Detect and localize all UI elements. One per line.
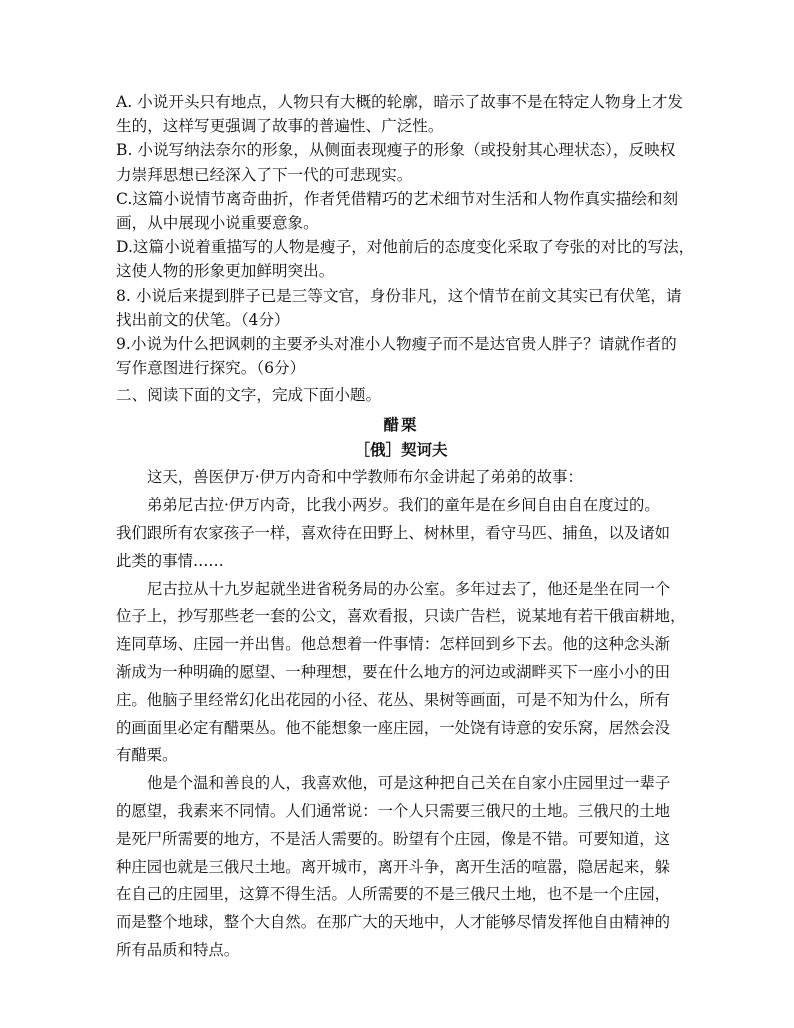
text-line: 力崇拜思想已经深入了下一代的可悲现实。 bbox=[116, 165, 413, 184]
section-heading: 二、阅读下面的文字，完成下面小题。 bbox=[116, 386, 382, 405]
text-line: 画，从中展现小说重要意象。 bbox=[116, 214, 319, 233]
text-line: 这天，兽医伊万·伊万内奇和中学教师布尔金讲起了弟弟的故事： bbox=[147, 468, 583, 487]
text-line: 此类的事情…… bbox=[116, 551, 224, 570]
text-line: D.这篇小说着重描写的人物是瘦子，对他前后的态度变化采取了夸张的对比的写法， bbox=[116, 238, 695, 257]
question-8-cont: 找出前文的伏笔。（4分） bbox=[116, 310, 290, 329]
text-line: 的画面里必定有醋栗丛。他不能想象一座庄园，一处饶有诗意的安乐窝，居然会没 bbox=[116, 718, 671, 737]
text-line: 连同草场、庄园一并出售。他总想着一件事情：怎样回到乡下去。他的这种念头渐 bbox=[116, 635, 671, 654]
question-9-cont: 写作意图进行探究。（6分） bbox=[116, 359, 306, 378]
question-9: 9.小说为什么把讽刺的主要矛头对准小人物瘦子而不是达官贵人胖子？请就作者的 bbox=[116, 335, 677, 354]
text-line: 弟弟尼古拉·伊万内奇，比我小两岁。我们的童年是在乡间自由自在度过的。 bbox=[147, 496, 660, 515]
text-line: B. 小说写纳法奈尔的形象，从侧面表现瘦子的形象（或投射其心理状态），反映权 bbox=[116, 141, 676, 160]
text-line: C.这篇小说情节离奇曲折，作者凭借精巧的艺术细节对生活和人物作真实描绘和刻 bbox=[116, 189, 679, 208]
text-line: 渐成为一种明确的愿望、一种理想，要在什么地方的河边或湖畔买下一座小小的田 bbox=[116, 663, 671, 682]
text-line: 位子上，抄写那些老一套的公文，喜欢看报，只读广告栏，说某地有若干俄亩耕地， bbox=[116, 607, 686, 626]
text-line: 我们跟所有农家孩子一样，喜欢待在田野上、树林里，看守马匹、捕鱼，以及诸如 bbox=[116, 524, 671, 543]
text-line: 是死尸所需要的地方，不是活人需要的。盼望有个庄园，像是不错。可要知道，这 bbox=[116, 829, 671, 848]
text-line: 所有品质和特点。 bbox=[116, 940, 240, 959]
text-line: 庄。他脑子里经常幻化出花园的小径、花丛、果树等画面，可是不知为什么，所有 bbox=[116, 690, 671, 709]
text-line: 他是个温和善良的人，我喜欢他，可是这种把自己关在自家小庄园里过一辈子 bbox=[147, 774, 671, 793]
text-line: A. 小说开头只有地点，人物只有大概的轮廓，暗示了故事不是在特定人物身上才发 bbox=[116, 93, 683, 111]
story-author: ［俄］契诃夫 bbox=[354, 440, 448, 460]
text-line: 有醋栗。 bbox=[116, 746, 178, 765]
text-line: 生的，这样写更强调了故事的普遍性、广泛性。 bbox=[116, 117, 444, 136]
text-line: 尼古拉从十九岁起就坐进省税务局的办公室。多年过去了，他还是坐在同一个 bbox=[147, 579, 671, 598]
paragraph bbox=[116, 492, 686, 575]
paragraph bbox=[116, 576, 686, 771]
text-line: 的愿望，我素来不同情。人们通常说：一个人只需要三俄尺的土地。三俄尺的土地 bbox=[116, 802, 671, 820]
text-line: 而是整个地球，整个大自然。在那广大的天地中，人才能够尽情发挥他自由精神的 bbox=[116, 913, 671, 932]
paragraph bbox=[116, 770, 686, 965]
text-line: 在自己的庄园里，这算不得生活。人所需要的不是三俄尺土地，也不是一个庄园， bbox=[116, 885, 671, 904]
story-title: 醋栗 bbox=[383, 415, 419, 435]
question-8: 8. 小说后来提到胖子已是三等文官，身份非凡，这个情节在前文其实已有伏笔，请 bbox=[116, 286, 682, 305]
text-line: 种庄园也就是三俄尺土地。离开城市，离开斗争，离开生活的喧嚣，隐居起来，躲 bbox=[116, 857, 671, 876]
paragraph bbox=[116, 464, 686, 492]
story-body bbox=[116, 464, 686, 964]
text-line: 这使人物的形象更加鲜明突出。 bbox=[116, 262, 335, 281]
question-options bbox=[116, 90, 695, 380]
